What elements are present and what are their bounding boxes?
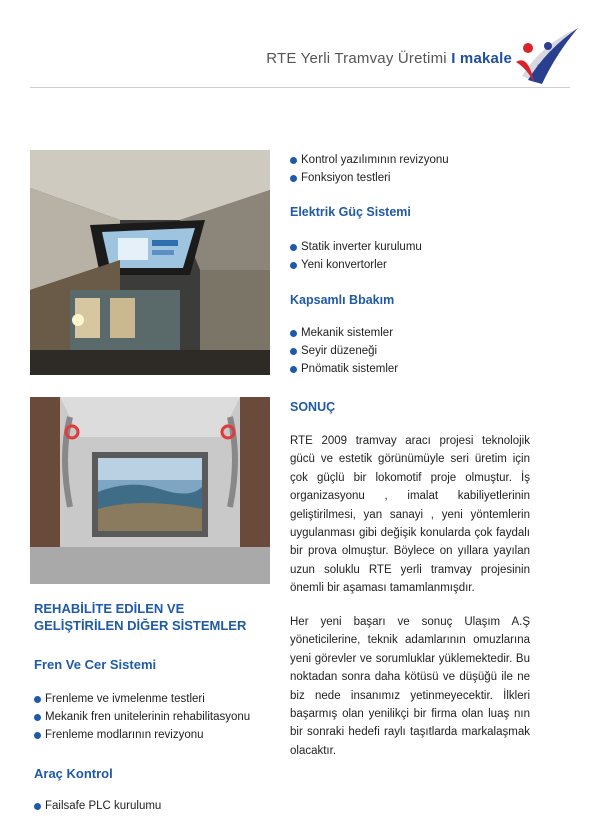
- photo-ceiling-display: [30, 150, 270, 375]
- photo-tram-screen: [30, 397, 270, 584]
- heading-vehicle-control: Araç Kontrol: [34, 766, 113, 781]
- list-item: Mekanik sistemler: [290, 324, 398, 342]
- list-item: Fonksiyon testleri: [290, 169, 449, 187]
- heading-brake-system: Fren Ve Cer Sistemi: [34, 657, 157, 672]
- maintenance-list: [290, 324, 398, 378]
- list-item: Frenleme ve ivmelenme testleri: [34, 690, 250, 708]
- tram-screen-image: [30, 397, 270, 584]
- electric-power-list: [290, 238, 422, 274]
- list-item: Pnömatik sistemler: [290, 360, 398, 378]
- list-item: Statik inverter kurulumu: [290, 238, 422, 256]
- brand-logo-icon: [512, 24, 582, 86]
- list-item: Seyir düzeneği: [290, 342, 398, 360]
- conclusion-paragraph-2: Her yeni başarı ve sonuç Ulaşım A.Ş yöneticilerine, teknik adamlarının omuzlarına yeni görevler ve sorumluklar yüklemektedir. Bu noktadan sonra daha kötüsü ve düşüğü ile ne biz nede insanımız yetinmeyecektir. İlkleri başarmış olan yenilikçi bir firma olan luaş nın bir sonraki hedefi raylı taşıtlarda markalaşmak olacaktır.: [290, 616, 530, 757]
- heading-electric-power: Elektrik Güç Sistemi: [290, 205, 411, 219]
- header-title: RTE Yerli Tramvay Üretimi I makale: [266, 50, 512, 67]
- list-item: Mekanik fren unitelerinin rehabilitasyonu: [34, 708, 250, 726]
- header-divider: [30, 87, 570, 88]
- control-software-list: [290, 151, 449, 187]
- list-item: Kontrol yazılımının revizyonu: [290, 151, 449, 169]
- ceiling-display-image: [30, 150, 270, 375]
- vehicle-control-list: [34, 797, 161, 815]
- header-tag: I makale: [451, 50, 512, 67]
- list-item: Failsafe PLC kurulumu: [34, 797, 161, 815]
- heading-conclusion: SONUÇ: [290, 400, 336, 414]
- list-item: Yeni konvertorler: [290, 256, 422, 274]
- conclusion-paragraph-1: RTE 2009 tramvay aracı projesi teknolojik gücü ve estetik görünümüyle seri üretim için çok güçlü bir lokomotif proje olmuştur. İş organizasyonu , imalat kabiliyetlerinin geliştirilmesi, yan sanayi , yeni yöntemlerin uygulanması gibi değişik konularda çok faydalı bir prova olmuştur. Böylece on yıllara yayılan uzun soluklu RTE yerli tramvay projesinin önemli bir aşaması tamamlanmışdır.: [290, 435, 530, 595]
- heading-maintenance: Kapsamlı Bbakım: [290, 293, 395, 307]
- page-header: [0, 0, 600, 90]
- heading-rehabilitated-systems: REHABİLİTE EDİLEN VE GELİŞTİRİLEN DİĞER SİSTEMLER: [34, 601, 247, 633]
- list-item: Frenleme modlarının revizyonu: [34, 726, 250, 744]
- brake-system-list: [34, 690, 250, 744]
